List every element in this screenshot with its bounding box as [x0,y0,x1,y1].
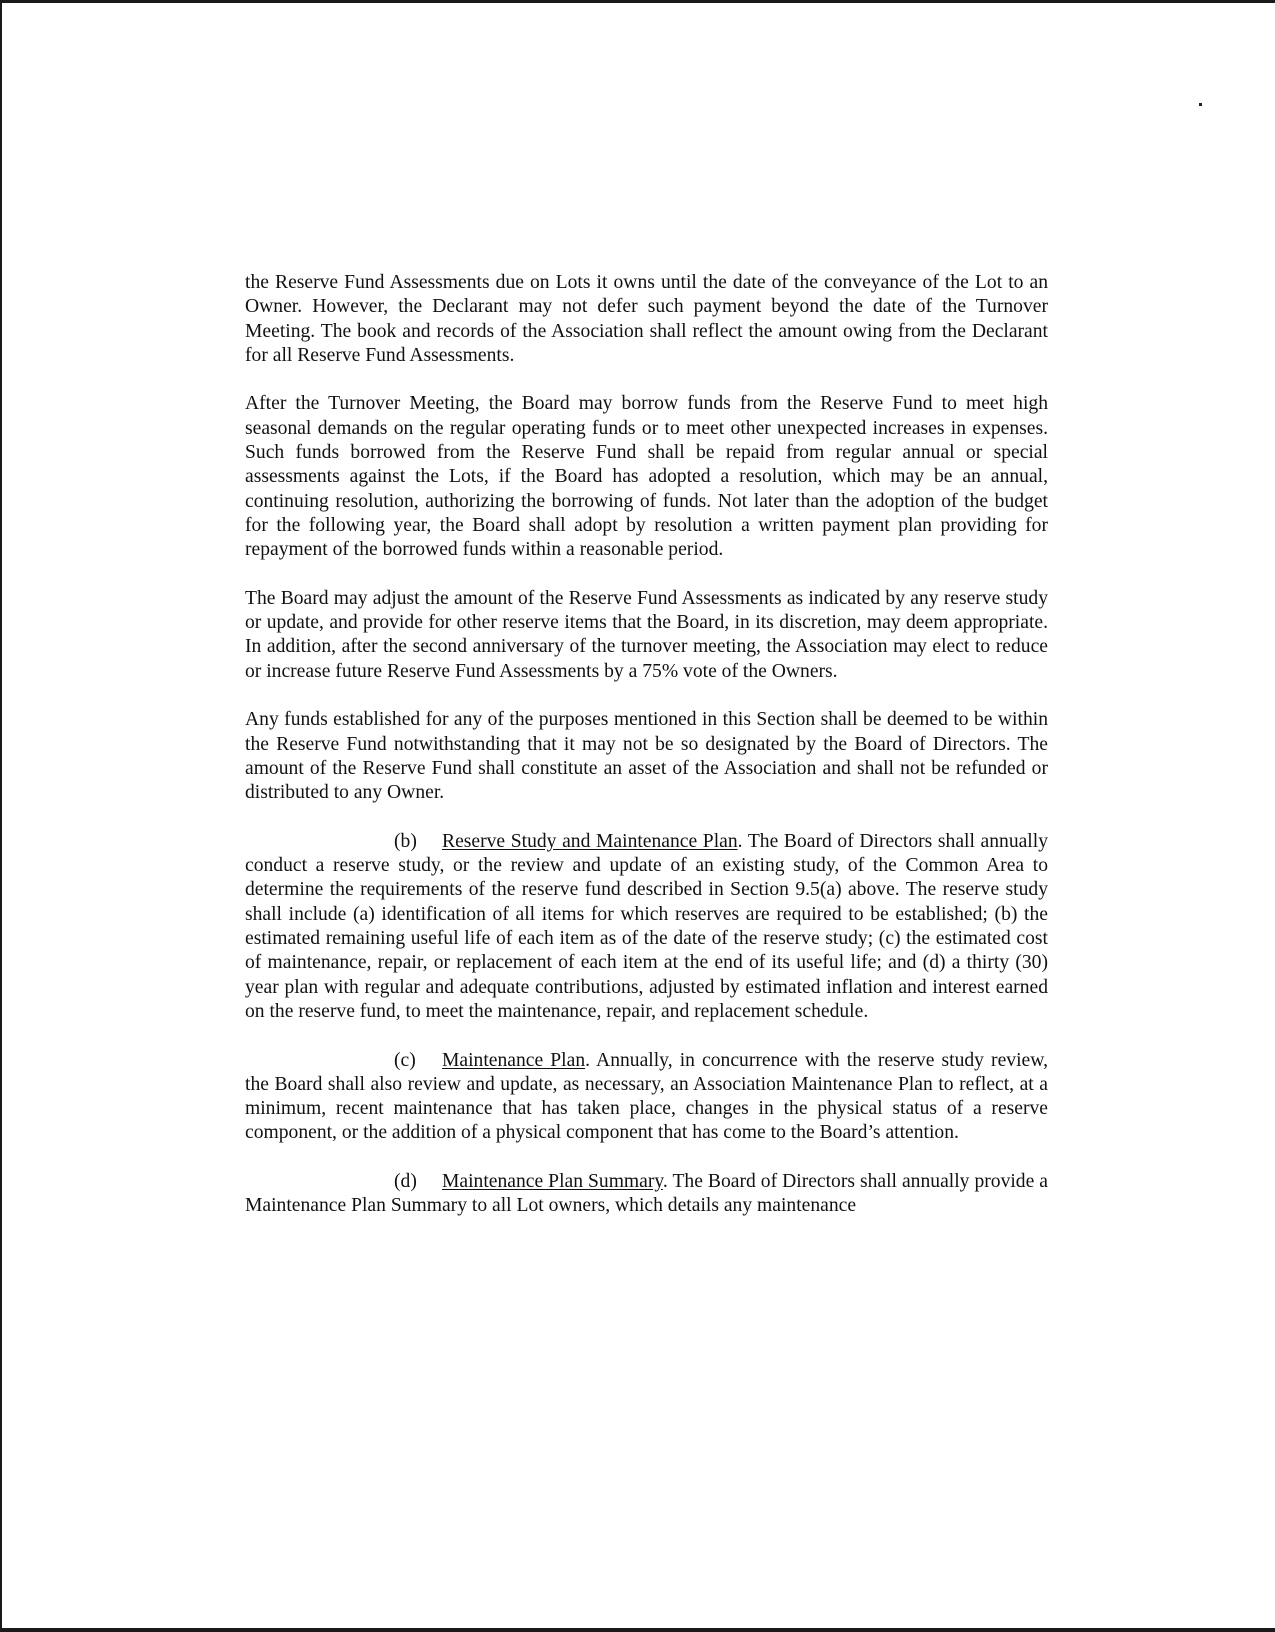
paragraph-funds-established: Any funds established for any of the purposes mentioned in this Section shall be deemed to be within the Reserve Fund notwithstanding that it may not be so designated by the Board of Directors. The amount of the Reserve Fund shall constitute an asset of the Association and shall not be refunded or distributed to any Owner. [245,709,1048,804]
scan-border-left [0,0,2,1632]
subsection-d [245,1170,1048,1219]
scan-speck [1199,103,1202,106]
document-body [245,271,1048,1243]
subsection-b [245,830,1048,1024]
subsection-c [245,1049,1048,1146]
paragraph-reserve-assessments: the Reserve Fund Assessments due on Lots it owns until the date of the conveyance of the Lot to an Owner. However, the Declarant may not defer such payment beyond the date of the Turnover Meeting. The book and records of the Association shall reflect the amount owing from the Declarant for all Reserve Fund Assessments. [245,272,1048,366]
paragraph-adjust-assessments: The Board may adjust the amount of the Reserve Fund Assessments as indicated by any reserve study or update, and provide for other reserve items that the Board, in its discretion, may deem appropriate. In addition, after the second anniversary of the turnover meeting, the Association may elect to reduce or increase future Reserve Fund Assessments by a 75% vote of the Owners. [245,587,1048,682]
subsection-d-marker: (d) [394,1170,417,1192]
subsection-b-text: . The Board of Directors shall annually conduct a reserve study, or the review and update of an existing study, of the Common Area to determine the requirements of the reserve fund described in Section 9.5(a) above. The reserve study shall include (a) identification of all items for which reserves are required to be established; (b) the estimated remaining useful life of each item as of the date of the reserve study; (c) the estimated cost of maintenance, repair, or replacement of each item at the end of its useful life; and (d) a thirty (30) year plan with regular and adequate contributions, adjusted by estimated inflation and interest earned on the reserve fund, to meet the maintenance, repair, and replacement schedule. [245,830,1048,1022]
subsection-d-heading: Maintenance Plan Summary [442,1170,663,1192]
subsection-b-marker: (b) [394,830,417,852]
subsection-b-heading: Reserve Study and Maintenance Plan [442,830,738,852]
subsection-c-marker: (c) [394,1049,416,1071]
subsection-c-heading: Maintenance Plan [442,1049,586,1071]
subsection-c-text: . Annually, in concurrence with the reserve study review, the Board shall also review and update, as necessary, an Association Maintenance Plan to reflect, at a minimum, recent maintenance that has taken place, changes in the physical status of a reserve component, or the addition of a physical component that has come to the Board’s attention. [245,1049,1048,1144]
subsection-d-text: . The Board of Directors shall annually provide a Maintenance Plan Summary to all Lot owners, which details any maintenance [245,1170,1048,1217]
scan-border-bottom [0,1628,1275,1632]
paragraph-borrowing-funds: After the Turnover Meeting, the Board may borrow funds from the Reserve Fund to meet high seasonal demands on the regular operating funds or to meet other unexpected increases in expenses. Such funds borrowed from the Reserve Fund shall be repaid from regular annual or special assessments against the Lots, if the Board has adopted a resolution, which may be an annual, continuing resolution, authorizing the borrowing of funds. Not later than the adoption of the budget for the following year, the Board shall adopt by resolution a written payment plan providing for repayment of the borrowed funds within a reasonable period. [245,393,1048,561]
scan-border-top [0,0,1275,3]
